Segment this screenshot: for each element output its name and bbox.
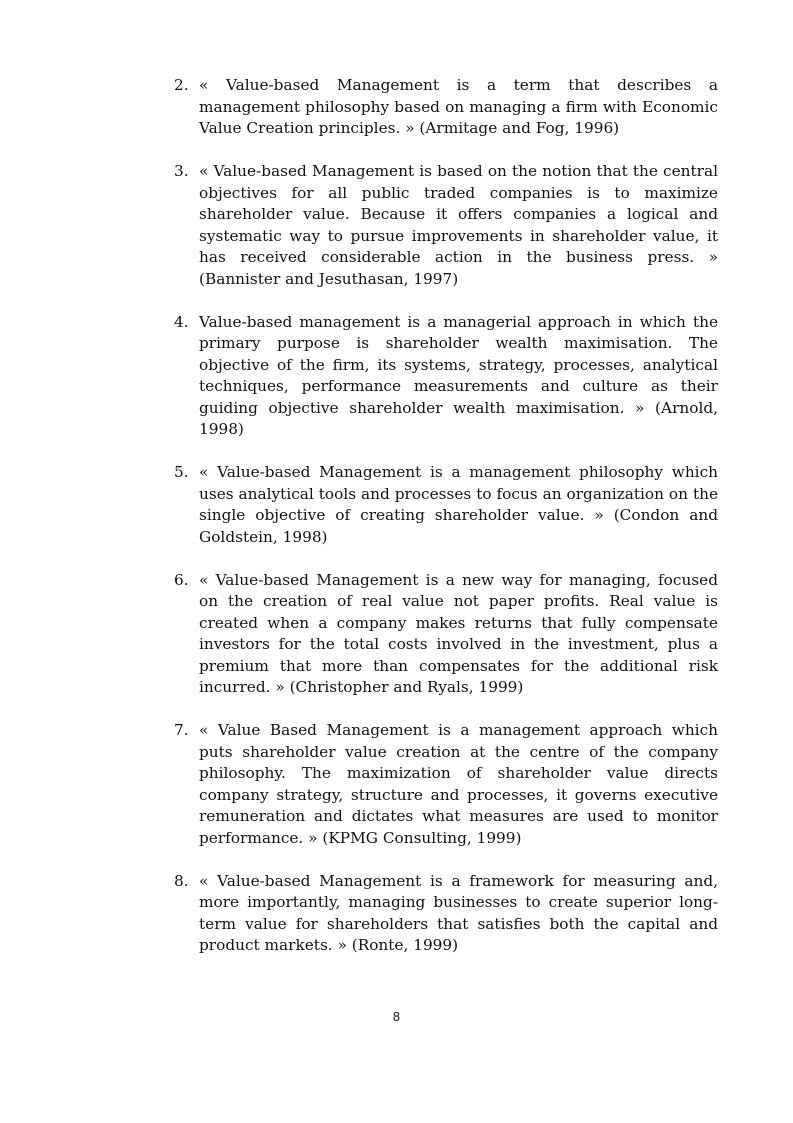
list-item-text: « Value-based Management is a term that describes a management philosophy based on managing a firm with Economic Value Creation principles. » (Armitage and Fog, 1996) — [199, 76, 718, 137]
list-item — [174, 75, 718, 140]
list-item — [174, 161, 718, 290]
list-item-number: 5. — [174, 463, 189, 481]
page-number: 8 — [392, 1010, 401, 1024]
list-item-text: « Value-based Management is a new way for managing, focused on the creation of real value not paper profits. Real value is created when a company makes returns that fully compensate investors for the total costs involved in the investment, plus a premium that more than compensates for the additional risk incurred. » (Christopher and Ryals, 1999) — [199, 570, 718, 696]
list-item — [174, 312, 718, 441]
list-item-text: « Value-based Management is a management philosophy which uses analytical tools and processes to focus an organization on the single objective of creating shareholder value. » (Condon and Goldstein, 1998) — [199, 463, 718, 546]
list-item-number: 8. — [174, 871, 189, 890]
list-item-text: « Value-based Management is a framework for measuring and, more importantly, managing businesses to create superior long-term value for shareholders that satisfies both the capital and product markets. » (Ronte, 1999) — [199, 871, 718, 954]
list-item-text: « Value-based Management is based on the notion that the central objectives for all public traded companies is to maximize shareholder value. Because it offers companies a logical and systematic way to pursue improvements in shareholder value, it has received considerable action in the business press. » (Bannister and Jesuthasan, 1997) — [199, 162, 718, 288]
list-item — [174, 462, 718, 548]
list-item — [174, 871, 718, 957]
definitions-list — [174, 75, 718, 978]
list-item-number: 4. — [174, 312, 189, 331]
list-item — [174, 720, 718, 849]
list-item-number: 6. — [174, 570, 189, 589]
list-item-text: « Value Based Management is a management approach which puts shareholder value creation at the centre of the company philosophy. The maximization of shareholder value directs company strategy, structure and processes, it governs executive remuneration and dictates what measures are used to monitor performance. » (KPMG Consulting, 1999) — [199, 721, 718, 847]
list-item — [174, 570, 718, 699]
list-item-number: 2. — [174, 76, 189, 94]
list-item-number: 7. — [174, 721, 189, 739]
list-item-text: Value-based management is a managerial approach in which the primary purpose is shareholder wealth maximisation. The objective of the firm, its systems, strategy, processes, analytical techniques, performance measurements and culture as their guiding objective shareholder wealth maximisation. » (Arnold, 1998) — [199, 312, 718, 438]
list-item-number: 3. — [174, 162, 189, 180]
